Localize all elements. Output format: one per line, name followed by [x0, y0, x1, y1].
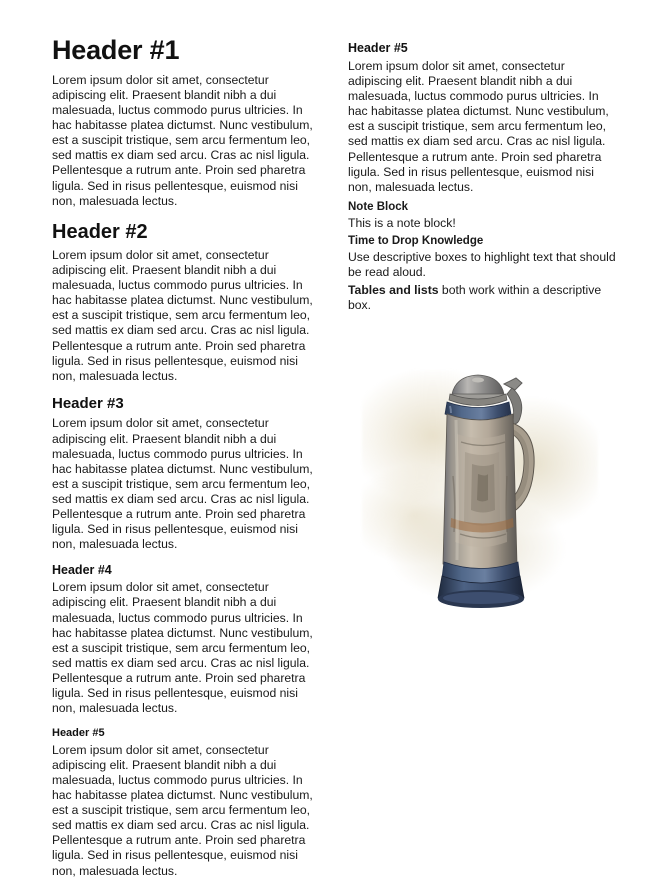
body-paragraph-5: Lorem ipsum dolor sit amet, consectetur adipiscing elit. Praesent blandit nibh a dui malesuada, luctus commodo purus ultricies. In hac habitasse platea dictumst. Nunc vestibulum, est a suscipit tristique, sem arcu fermentum leo, sed mattis ex diam sed arcu. Cras ac nisl ligula. Pellentesque a rutrum ante. Proin sed pharetra ligula. Sed in risus pellentesque, euismod nisi non, malesuada lectus.: [52, 742, 313, 878]
right-heading-5: Header #5: [348, 41, 408, 55]
body-paragraph-2: Lorem ipsum dolor sit amet, consectetur adipiscing elit. Praesent blandit nibh a dui malesuada, luctus commodo purus ultricies. In hac habitasse platea dictumst. Nunc vestibulum, est a suscipit tristique, sem arcu fermentum leo, sed mattis ex diam sed arcu. Cras ac nisl ligula. Pellentesque a rutrum ante. Proin sed pharetra ligula. Sed in risus pellentesque, euismod nisi non, malesuada lectus.: [52, 247, 313, 383]
two-column-layout: [52, 35, 616, 879]
note-block-title: Note Block: [348, 200, 409, 213]
heading-3: Header #3: [52, 394, 124, 412]
note-block: [348, 201, 616, 231]
beer-stein-illustration: [348, 352, 616, 642]
descriptive-block-line-2-bold: Tables and lists: [348, 283, 439, 298]
note-block-text: This is a note block!: [348, 215, 456, 230]
heading-2: Header #2: [52, 220, 148, 243]
heading-4: Header #4: [52, 562, 112, 577]
descriptive-block: [348, 235, 616, 314]
beer-stein-icon: [420, 356, 550, 628]
body-paragraph-1: Lorem ipsum dolor sit amet, consectetur adipiscing elit. Praesent blandit nibh a dui malesuada, luctus commodo purus ultricies. In hac habitasse platea dictumst. Nunc vestibulum, est a suscipit tristique, sem arcu fermentum leo, sed mattis ex diam sed arcu. Cras ac nisl ligula. Pellentesque a rutrum ante. Proin sed pharetra ligula. Sed in risus pellentesque, euismod nisi non, malesuada lectus.: [52, 72, 313, 208]
descriptive-block-line-1: Use descriptive boxes to highlight text that should be read aloud.: [348, 249, 616, 279]
left-column: [52, 36, 320, 879]
body-paragraph-3: Lorem ipsum dolor sit amet, consectetur adipiscing elit. Praesent blandit nibh a dui malesuada, luctus commodo purus ultricies. In hac habitasse platea dictumst. Nunc vestibulum, est a suscipit tristique, sem arcu fermentum leo, sed mattis ex diam sed arcu. Cras ac nisl ligula. Pellentesque a rutrum ante. Proin sed pharetra ligula. Sed in risus pellentesque, euismod nisi non, malesuada lectus.: [52, 416, 313, 552]
heading-5: Header #5: [52, 727, 105, 740]
descriptive-block-title: Time to Drop Knowledge: [348, 234, 484, 247]
right-column: [348, 36, 616, 642]
right-body-paragraph: Lorem ipsum dolor sit amet, consectetur adipiscing elit. Praesent blandit nibh a dui malesuada, luctus commodo purus ultricies. In hac habitasse platea dictumst. Nunc vestibulum, est a suscipit tristique, sem arcu fermentum leo, sed mattis ex diam sed arcu. Cras ac nisl ligula. Pellentesque a rutrum ante. Proin sed pharetra ligula. Sed in risus pellentesque, euismod nisi non, malesuada lectus.: [348, 58, 609, 194]
heading-1: Header #1: [52, 35, 180, 65]
descriptive-block-line-2: [348, 283, 616, 314]
descriptive-block-line-2-rest: both work within a descriptive box.: [348, 283, 602, 313]
body-paragraph-4: Lorem ipsum dolor sit amet, consectetur adipiscing elit. Praesent blandit nibh a dui malesuada, luctus commodo purus ultricies. In hac habitasse platea dictumst. Nunc vestibulum, est a suscipit tristique, sem arcu fermentum leo, sed mattis ex diam sed arcu. Cras ac nisl ligula. Pellentesque a rutrum ante. Proin sed pharetra ligula. Sed in risus pellentesque, euismod nisi non, malesuada lectus.: [52, 580, 313, 716]
